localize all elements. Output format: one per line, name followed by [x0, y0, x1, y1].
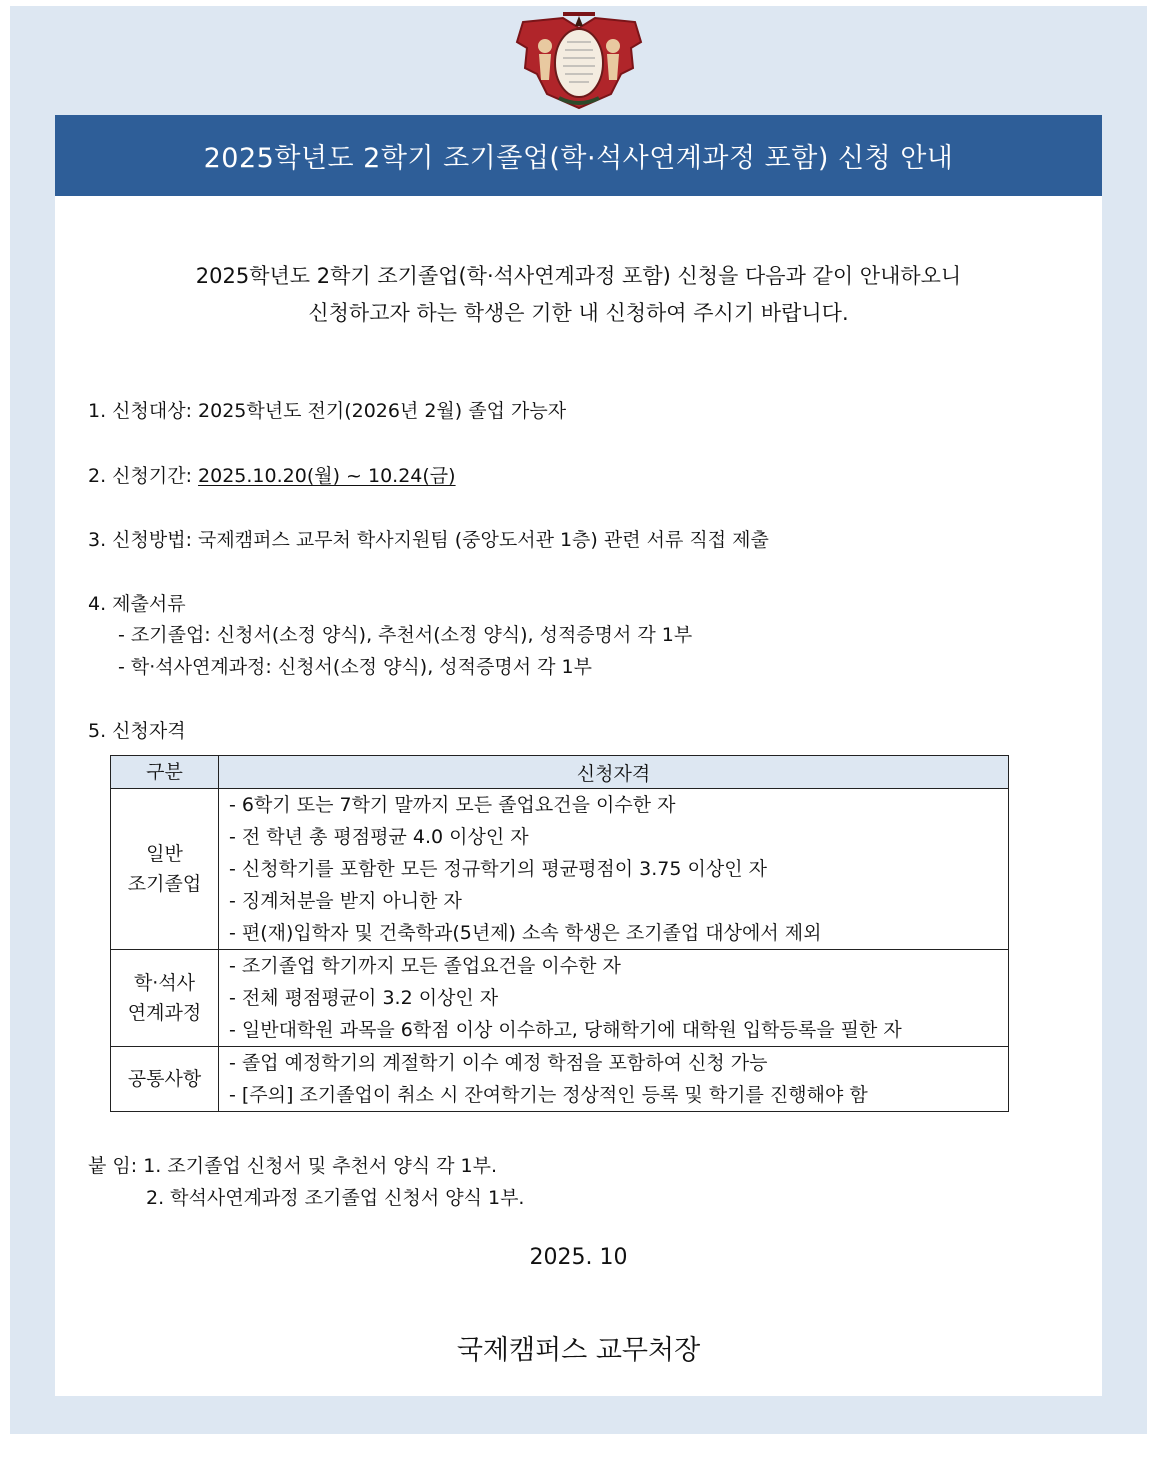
- category-label: 학·석사: [133, 972, 196, 994]
- intro-paragraph: [55, 258, 1102, 332]
- table-header-row: [111, 756, 1009, 789]
- qualification-line: - 신청학기를 포함한 모든 정규학기의 평균평점이 3.75 이상인 자: [229, 858, 767, 880]
- document-title-bar: [55, 115, 1102, 196]
- table-header-qualification: 신청자격: [219, 756, 1009, 789]
- item-period: [88, 461, 456, 488]
- category-label: 연계과정: [127, 1002, 202, 1024]
- table-cell-category: [111, 789, 219, 950]
- item-qual-heading: 5. 신청자격: [88, 720, 186, 742]
- qualification-table: [110, 755, 1009, 1112]
- category-label: 조기졸업: [127, 873, 202, 895]
- table-row: [111, 950, 1009, 1047]
- item-docs-heading: 4. 제출서류: [88, 593, 186, 615]
- signature: 국제캠퍼스 교무처장: [456, 1335, 701, 1366]
- table-cell-qualifications: [219, 950, 1009, 1047]
- item-period-value: 2025.10.20(월) ~ 10.24(금): [198, 465, 456, 487]
- category-label: 일반: [146, 843, 183, 865]
- table-header-category: 구분: [111, 756, 219, 789]
- doc-list-item: - 학·석사연계과정: 신청서(소정 양식), 성적증명서 각 1부: [118, 656, 592, 678]
- document-date: 2025. 10: [529, 1245, 628, 1270]
- table-row: [111, 789, 1009, 950]
- table-cell-category: [111, 1047, 219, 1112]
- qualification-line: - [주의] 조기졸업이 취소 시 잔여학기는 정상적인 등록 및 학기를 진행해야 함: [229, 1084, 868, 1106]
- attachment-line-1: 붙 임: 1. 조기졸업 신청서 및 추천서 양식 각 1부.: [88, 1155, 498, 1177]
- document-title: 2025학년도 2학기 조기졸업(학·석사연계과정 포함) 신청 안내: [203, 143, 954, 174]
- qualification-line: - 전체 평점평균이 3.2 이상인 자: [229, 987, 499, 1009]
- intro-line-2: 신청하고자 하는 학생은 기한 내 신청하여 주시기 바랍니다.: [308, 301, 849, 325]
- intro-line-1: 2025학년도 2학기 조기졸업(학·석사연계과정 포함) 신청을 다음과 같이 안내하오니: [195, 264, 962, 288]
- table-cell-qualifications: [219, 1047, 1009, 1112]
- qualification-line: - 6학기 또는 7학기 말까지 모든 졸업요건을 이수한 자: [229, 794, 676, 816]
- item-period-label: 2. 신청기간:: [88, 465, 199, 487]
- qualification-line: - 편(재)입학자 및 건축학과(5년제) 소속 학생은 조기졸업 대상에서 제외: [229, 922, 822, 944]
- item-target: 1. 신청대상: 2025학년도 전기(2026년 2월) 졸업 가능자: [88, 400, 567, 422]
- qualification-line: - 졸업 예정학기의 계절학기 이수 예정 학점을 포함하여 신청 가능: [229, 1052, 768, 1074]
- doc-list-item: - 조기졸업: 신청서(소정 양식), 추천서(소정 양식), 성적증명서 각 1부: [118, 624, 693, 646]
- table-cell-qualifications: [219, 789, 1009, 950]
- table-cell-category: [111, 950, 219, 1047]
- item-method: 3. 신청방법: 국제캠퍼스 교무처 학사지원팀 (중앙도서관 1층) 관련 서류 직접 제출: [88, 529, 769, 551]
- category-label: 공통사항: [127, 1068, 202, 1090]
- qualification-line: - 징계처분을 받지 아니한 자: [229, 890, 462, 912]
- attachment-line-2: 2. 학석사연계과정 조기졸업 신청서 양식 1부.: [146, 1187, 525, 1209]
- qualification-line: - 전 학년 총 평점평균 4.0 이상인 자: [229, 826, 529, 848]
- university-emblem-icon: [503, 8, 655, 112]
- qualification-line: - 조기졸업 학기까지 모든 졸업요건을 이수한 자: [229, 955, 621, 977]
- table-row: [111, 1047, 1009, 1112]
- qualification-line: - 일반대학원 과목을 6학점 이상 이수하고, 당해학기에 대학원 입학등록을 필한 자: [229, 1019, 902, 1041]
